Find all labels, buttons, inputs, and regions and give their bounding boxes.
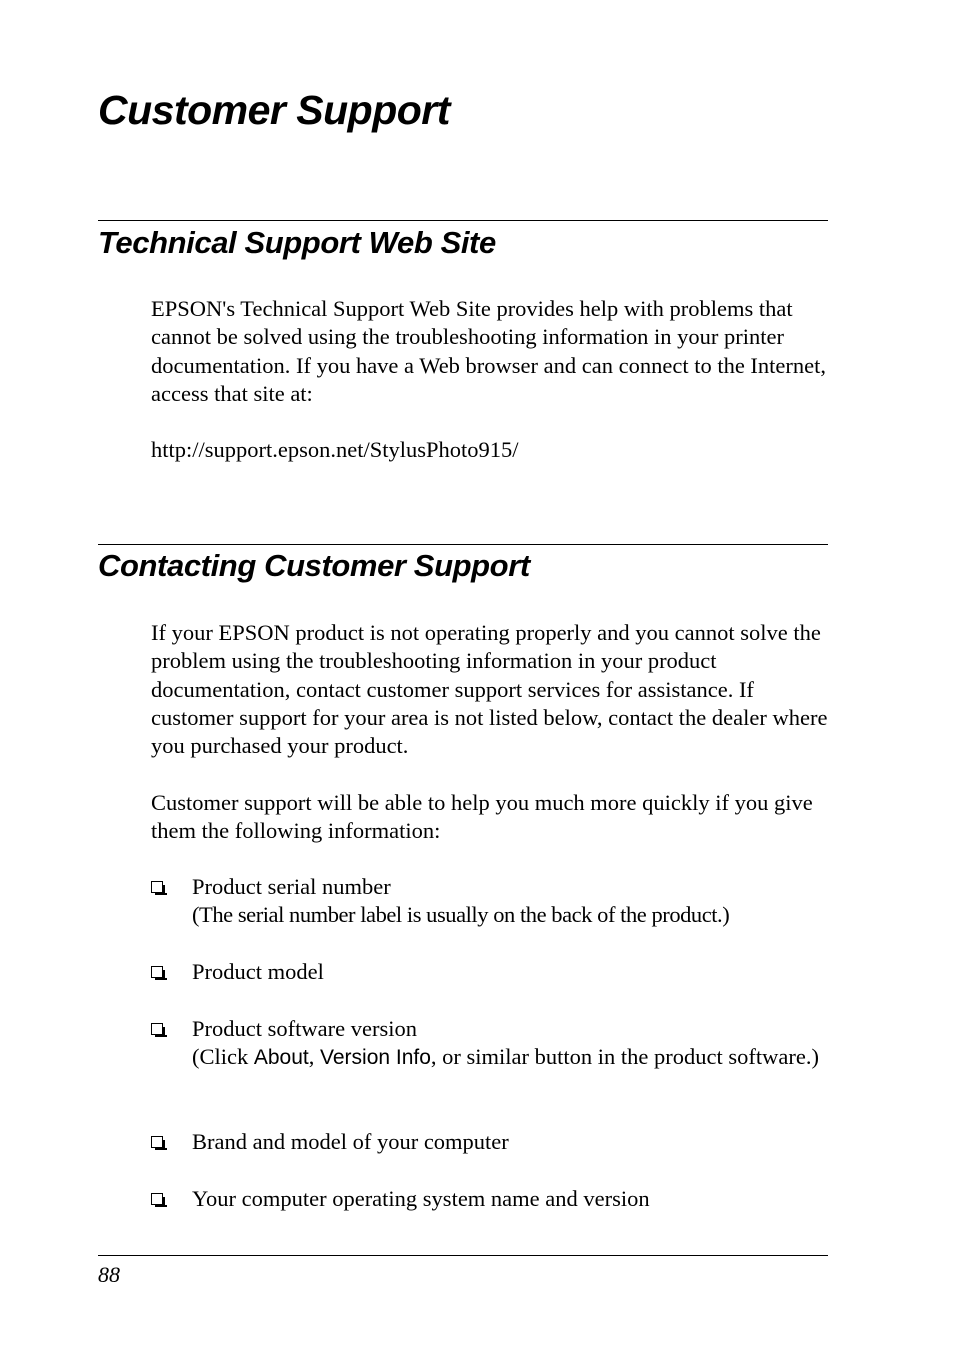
section-heading-contacting-support: Contacting Customer Support [98, 548, 530, 583]
checkbox-bullet-icon [151, 881, 163, 893]
footer-divider [98, 1255, 828, 1256]
checkbox-bullet-icon [151, 1193, 163, 1205]
page-number: 88 [98, 1262, 120, 1287]
note-suffix: , or similar button in the product software.) [430, 1044, 819, 1070]
list-item-note [192, 1043, 841, 1072]
section-heading-technical-support: Technical Support Web Site [98, 225, 496, 260]
list-item-text: Product model [192, 959, 324, 984]
list-item-text: Your computer operating system name and version [192, 1186, 650, 1211]
list-item-serial-number [151, 873, 841, 930]
list-item-software-version [151, 1015, 841, 1073]
checkbox-bullet-icon [151, 1023, 163, 1035]
support-url: http://support.epson.net/StylusPhoto915/ [151, 437, 519, 462]
page-title: Customer Support [98, 87, 450, 133]
list-item-product-model [151, 958, 841, 986]
list-item-text: Product serial number [192, 874, 391, 899]
note-separator: , [308, 1044, 321, 1070]
information-intro-paragraph: Customer support will be able to help you much more quickly if you give them the following information: [151, 790, 813, 844]
technical-support-paragraph: EPSON's Technical Support Web Site provides help with problems that cannot be solved using the troubleshooting information in your printer documentation. If you have a Web browser and can connect to the Internet, access that site at: [151, 296, 827, 406]
list-item-text: Product software version [192, 1016, 417, 1041]
note-prefix: (Click [192, 1044, 254, 1070]
list-item-note: (The serial number label is usually on the back of the product.) [192, 902, 730, 928]
about-button-label: About [253, 1046, 309, 1070]
list-item-operating-system [151, 1185, 841, 1213]
version-info-button-label: Version Info [320, 1046, 431, 1070]
contacting-support-paragraph: If your EPSON product is not operating properly and you cannot solve the problem using the troubleshooting information in your product documentation, contact customer support services for assistance. If customer support for your area is not listed below, contact the dealer where you purchased your product. [151, 620, 828, 759]
checkbox-bullet-icon [151, 1136, 163, 1148]
list-item-text: Brand and model of your computer [192, 1129, 509, 1154]
checkbox-bullet-icon [151, 966, 163, 978]
list-item-computer-brand [151, 1128, 841, 1156]
